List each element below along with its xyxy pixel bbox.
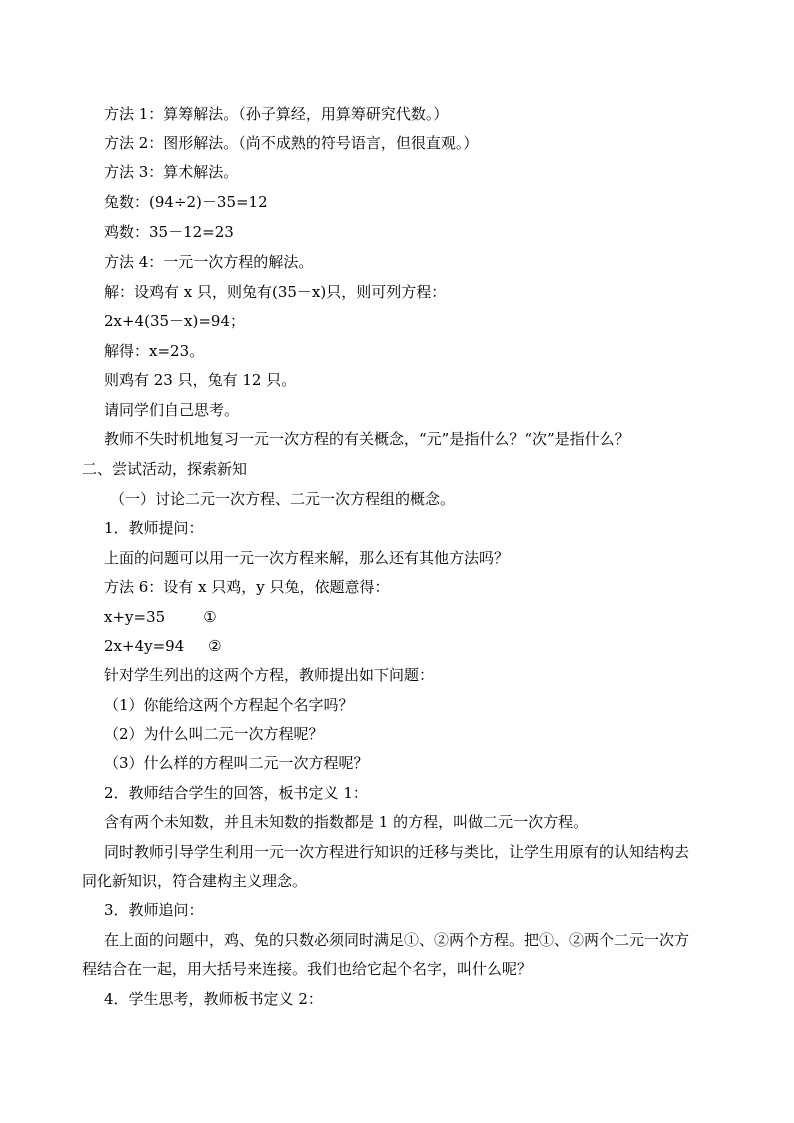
method-4-line: 方法 4：一元一次方程的解法。 <box>104 253 314 271</box>
chicken-count-line: 鸡数：35－12=23 <box>104 223 234 241</box>
equation-2: 2x+4y=94 ② <box>104 637 222 655</box>
transfer-line-1: 同时教师引导学生利用一元一次方程进行知识的迁移与类比，让学生用原有的认知结构去 <box>104 843 690 861</box>
followup-line-1: 在上面的问题中，鸡、兔的只数必须同时满足①、②两个方程。把①、②两个二元一次方 <box>104 931 690 949</box>
method-1-line: 方法 1：算筹解法。（孙子算经，用算筹研究代数。） <box>104 105 449 123</box>
method-6-line: 方法 6：设有 x 只鸡，y 只兔，依题意得： <box>104 578 390 596</box>
equation-line: 2x+4(35－x)=94； <box>104 312 246 330</box>
solved-line: 解得：x=23。 <box>104 342 205 360</box>
question-item-3: （3）什么样的方程叫二元一次方程呢？ <box>104 754 369 772</box>
teacher-questions-intro: 针对学生列出的这两个方程，教师提出如下问题： <box>104 666 435 684</box>
question-item-1: （1）你能给这两个方程起个名字吗？ <box>104 696 354 714</box>
definition-1: 含有两个未知数，并且未知数的指数都是 1 的方程，叫做二元一次方程。 <box>104 813 589 831</box>
section-heading: 二、尝试活动，探索新知 <box>82 460 248 478</box>
method-2-line: 方法 2：图形解法。（尚不成熟的符号语言，但很直观。） <box>104 134 479 152</box>
question-line: 上面的问题可以用一元一次方程来解，那么还有其他方法吗？ <box>104 549 510 567</box>
think-line: 请同学们自己思考。 <box>104 401 240 419</box>
rabbit-count-line: 兔数：(94÷2)－35=12 <box>104 193 268 211</box>
question-item-2: （2）为什么叫二元一次方程呢？ <box>104 725 324 743</box>
method-3-line: 方法 3：算术解法。 <box>104 163 239 181</box>
equation-1: x+y=35 ① <box>104 608 217 626</box>
step-3-heading: 3．教师追问： <box>104 901 204 919</box>
review-line: 教师不失时机地复习一元一次方程的有关概念，“元”是指什么？“次”是指什么？ <box>104 430 630 448</box>
answer-line: 则鸡有 23 只，兔有 12 只。 <box>104 371 297 389</box>
followup-line-2: 程结合在一起，用大括号来连接。我们也给它起个名字，叫什么呢？ <box>82 960 533 978</box>
step-4-heading: 4．学生思考，教师板书定义 2： <box>104 990 323 1008</box>
transfer-line-2: 同化新知识，符合建构主义理念。 <box>82 872 308 890</box>
step-1-heading: 1．教师提问： <box>104 519 204 537</box>
subsection-heading: （一）讨论二元一次方程、二元一次方程组的概念。 <box>110 490 456 508</box>
step-2-heading: 2．教师结合学生的回答，板书定义 1： <box>104 784 368 802</box>
solution-setup-line: 解：设鸡有 x 只，则兔有(35－x)只，则可列方程： <box>104 283 447 301</box>
